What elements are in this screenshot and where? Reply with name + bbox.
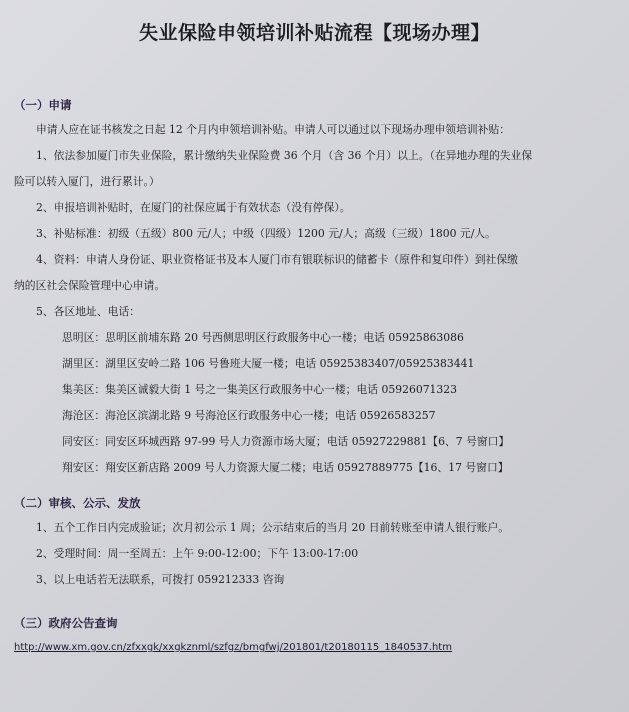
district-haicang: 海沧区：海沧区滨湖北路 9 号海沧区行政服务中心一楼；电话 05926583257 xyxy=(62,409,436,422)
apply-item-5: 5、各区地址、电话： xyxy=(36,305,141,318)
apply-item-1-cont: 险可以转入厦门，进行累计。） xyxy=(14,175,160,188)
section-notice-heading: （三）政府公告查询 xyxy=(14,616,118,630)
section-apply-heading: （一）申请 xyxy=(14,98,72,112)
review-item-2: 2、受理时间：周一至周五：上午 9:00-12:00；下午 13:00-17:00 xyxy=(36,547,359,560)
apply-item-1: 1、依法参加厦门市失业保险，累计缴纳失业保险费 36 个月（含 36 个月）以上。（在异地办理的失业保 xyxy=(36,149,533,162)
apply-item-4-cont: 纳的区社会保险管理中心申请。 xyxy=(14,279,166,292)
section-review-heading: （二）审核、公示、发放 xyxy=(14,496,141,510)
review-item-1: 1、五个工作日内完成验证；次月初公示 1 周；公示结束后的当月 20 日前转账至申请人银行账户。 xyxy=(36,521,510,534)
district-xiangan: 翔安区：翔安区新店路 2009 号人力资源大厦二楼；电话 05927889775【16、17 号窗口】 xyxy=(62,461,509,474)
review-item-3: 3、以上电话若无法联系，可拨打 059212333 咨询 xyxy=(36,573,285,586)
district-huli: 湖里区：湖里区安岭二路 106 号鲁班大厦一楼；电话 05925383407/05925383441 xyxy=(62,357,475,370)
government-notice-link[interactable]: http://www.xm.gov.cn/zfxxgk/xxgkznml/szfgz/bmgfwj/201801/t20180115_1840537.htm xyxy=(14,642,452,653)
apply-intro: 申请人应在证书核发之日起 12 个月内申领培训补贴。申请人可以通过以下现场办理申领培训补贴： xyxy=(36,123,511,136)
district-tongan: 同安区：同安区环城西路 97-99 号人力资源市场大厦；电话 05927229881【6、7 号窗口】 xyxy=(62,435,510,448)
apply-item-3: 3、补贴标准：初级（五级）800 元/人；中级（四级）1200 元/人；高级（三级）1800 元/人。 xyxy=(36,227,496,240)
apply-item-2: 2、申报培训补贴时，在厦门的社保应属于有效状态（没有停保）。 xyxy=(36,201,351,214)
district-siming: 思明区：思明区前埔东路 20 号西侧思明区行政服务中心一楼；电话 05925863086 xyxy=(62,331,464,344)
page-title: 失业保险申领培训补贴流程【现场办理】 xyxy=(138,22,490,44)
apply-item-4: 4、资料：申请人身份证、职业资格证书及本人厦门市有银联标识的储蓄卡（原件和复印件）到社保缴 xyxy=(36,253,518,266)
district-jimei: 集美区：集美区诚毅大街 1 号之一集美区行政服务中心一楼；电话 05926071323 xyxy=(62,383,458,396)
